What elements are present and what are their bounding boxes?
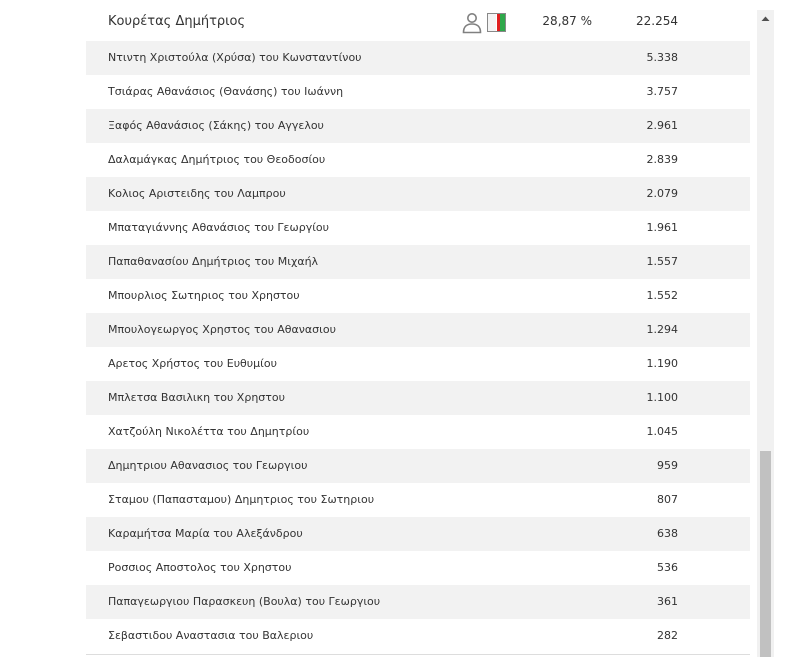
candidate-name: Ξαφός Αθανάσιος (Σάκης) του Αγγελου bbox=[108, 119, 324, 132]
candidate-row bbox=[86, 41, 750, 75]
leader-percent: 28,87 % bbox=[542, 14, 592, 28]
candidate-row bbox=[86, 585, 750, 619]
candidate-name: Μπλετσα Βασιλικη του Χρηστου bbox=[108, 391, 285, 404]
candidate-name: Μπουλογεωργος Χρηστος του Αθανασιου bbox=[108, 323, 336, 336]
candidate-row bbox=[86, 143, 750, 177]
results-panel bbox=[86, 0, 750, 657]
candidate-row bbox=[86, 245, 750, 279]
candidate-list bbox=[86, 41, 750, 653]
candidate-row bbox=[86, 483, 750, 517]
candidate-votes: 5.338 bbox=[646, 51, 678, 64]
vertical-scrollbar[interactable] bbox=[757, 10, 774, 657]
scroll-up-arrow-icon[interactable] bbox=[757, 10, 774, 27]
candidate-votes: 1.045 bbox=[646, 425, 678, 438]
candidate-row bbox=[86, 211, 750, 245]
candidate-row bbox=[86, 517, 750, 551]
candidate-name: Παπαγεωργιου Παρασκευη (Βουλα) του Γεωργιου bbox=[108, 595, 381, 608]
scrollbar-thumb[interactable] bbox=[760, 451, 771, 657]
candidate-votes: 1.294 bbox=[646, 323, 678, 336]
leader-name: Κουρέτας Δημήτριος bbox=[108, 14, 246, 29]
candidate-row bbox=[86, 75, 750, 109]
candidate-row bbox=[86, 415, 750, 449]
candidate-name: Καραμήτσα Μαρία του Αλεξάνδρου bbox=[108, 527, 303, 540]
candidate-name: Κολιος Αριστειδης του Λαμπρου bbox=[108, 187, 286, 200]
candidate-name: Δημητριου Αθανασιος του Γεωργιου bbox=[108, 459, 308, 472]
candidate-votes: 3.757 bbox=[646, 85, 678, 98]
candidate-name: Ροσσιος Αποστολος του Χρηστου bbox=[108, 561, 292, 574]
candidate-votes: 638 bbox=[657, 527, 678, 540]
candidate-votes: 282 bbox=[657, 629, 678, 642]
candidate-name: Παπαθανασίου Δημήτριος του Μιχαήλ bbox=[108, 255, 319, 268]
candidate-name: Ντιντη Χριστούλα (Χρύσα) του Κωνσταντίνου bbox=[108, 51, 362, 64]
candidate-votes: 1.961 bbox=[646, 221, 678, 234]
candidate-name: Μπαταγιάννης Αθανάσιος του Γεωργίου bbox=[108, 221, 330, 234]
leader-row bbox=[86, 6, 750, 40]
candidate-name: Σεβαστιδου Αναστασια του Βαλεριου bbox=[108, 629, 314, 642]
candidate-votes: 2.839 bbox=[646, 153, 678, 166]
candidate-row bbox=[86, 449, 750, 483]
candidate-name: Χατζούλη Νικολέττα του Δημητρίου bbox=[108, 425, 310, 438]
candidate-votes: 1.100 bbox=[646, 391, 678, 404]
candidate-votes: 2.079 bbox=[646, 187, 678, 200]
candidate-votes: 807 bbox=[657, 493, 678, 506]
candidate-votes: 1.552 bbox=[646, 289, 678, 302]
divider bbox=[86, 654, 750, 655]
candidate-votes: 2.961 bbox=[646, 119, 678, 132]
candidate-name: Αρετος Χρήστος του Ευθυμίου bbox=[108, 357, 277, 370]
candidate-row bbox=[86, 313, 750, 347]
candidate-votes: 959 bbox=[657, 459, 678, 472]
candidate-votes: 361 bbox=[657, 595, 678, 608]
candidate-row bbox=[86, 177, 750, 211]
candidate-name: Μπουρλιος Σωτηριος του Χρηστου bbox=[108, 289, 300, 302]
candidate-row bbox=[86, 279, 750, 313]
candidate-votes: 1.557 bbox=[646, 255, 678, 268]
leader-votes: 22.254 bbox=[636, 14, 678, 28]
candidate-name: Τσιάρας Αθανάσιος (Θανάσης) του Ιωάννη bbox=[108, 85, 344, 98]
candidate-name: Δαλαμάγκας Δημήτριος του Θεοδοσίου bbox=[108, 153, 326, 166]
candidate-row bbox=[86, 619, 750, 653]
candidate-row bbox=[86, 109, 750, 143]
candidate-votes: 536 bbox=[657, 561, 678, 574]
candidate-name: Σταμου (Παπασταμου) Δημητριος του Σωτηριου bbox=[108, 493, 375, 506]
party-color-icon bbox=[487, 13, 506, 32]
person-icon bbox=[462, 12, 482, 34]
candidate-row bbox=[86, 347, 750, 381]
candidate-votes: 1.190 bbox=[646, 357, 678, 370]
candidate-row bbox=[86, 551, 750, 585]
candidate-row bbox=[86, 381, 750, 415]
